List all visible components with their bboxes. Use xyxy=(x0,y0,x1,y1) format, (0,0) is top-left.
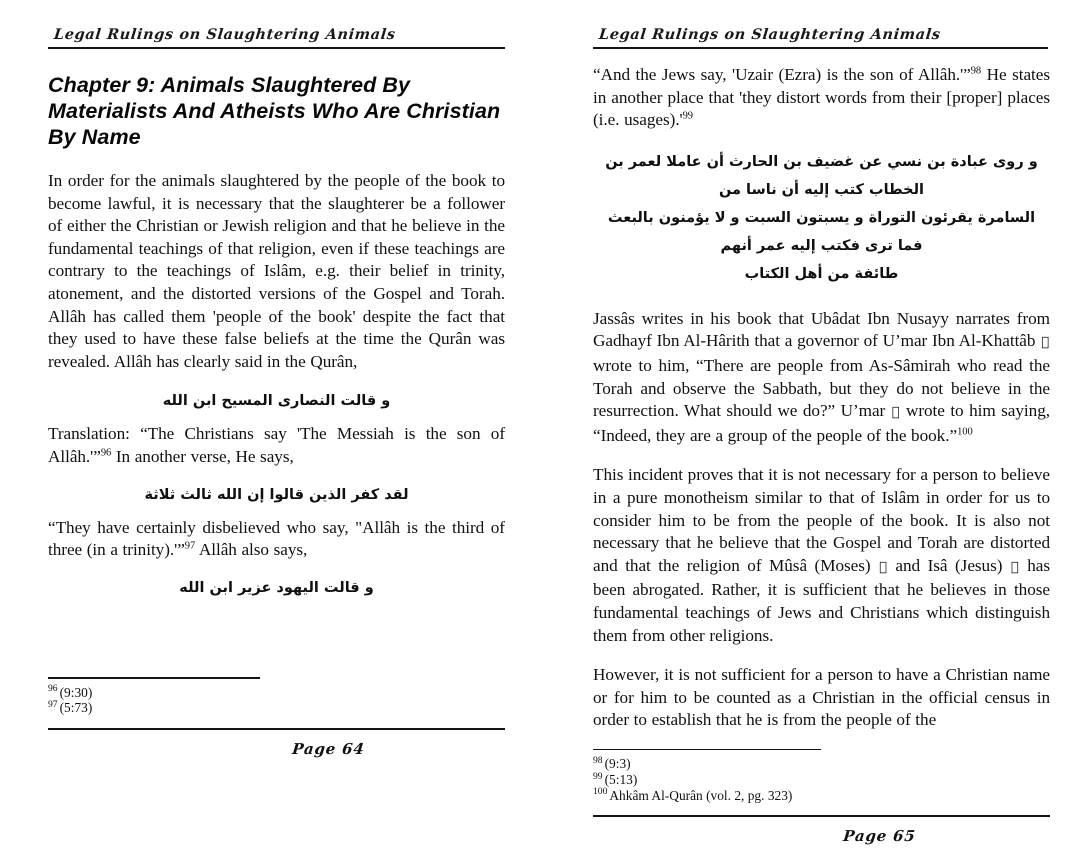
footnote-number: 97 xyxy=(48,698,58,710)
footnote-text: (9:3) xyxy=(604,756,631,772)
footnote-number: 96 xyxy=(48,683,58,695)
footnote-marker-96: 96 xyxy=(100,447,112,459)
header-rule xyxy=(48,47,505,49)
page-right xyxy=(543,0,1086,846)
footnote-text: Ahkâm Al-Qurân (vol. 2, pg. 323) xyxy=(609,787,793,803)
page-footer-left xyxy=(48,728,505,770)
honorific-icon: ﷩ xyxy=(879,559,887,575)
incident-part-b: and Isâ (Jesus) xyxy=(887,555,1010,575)
quote-trinity-tail: Allâh also says, xyxy=(195,540,308,560)
arabic-verse-jews: و قالت اليهود عزير ابن الله xyxy=(179,579,374,596)
footnote-text: (5:73) xyxy=(59,700,93,716)
honorific-icon: ﷦ xyxy=(891,405,900,421)
running-header-text: Legal Rulings on Slaughtering Animals xyxy=(598,26,942,43)
jassas-part-a: Jassâs writes in his book that Ubâdat Ibn Nusayy narrates from Gadhayf Ibn Al-Hârith that a governor of U’mar Ibn Al-Khattâb xyxy=(593,308,1050,351)
footnote-separator xyxy=(593,749,821,751)
footnote-text: (9:30) xyxy=(59,684,93,700)
page-left-content xyxy=(48,56,505,677)
arabic-narration-block xyxy=(593,148,1050,288)
paragraph-incident xyxy=(593,464,1050,647)
jassas-part-c: wrote to him saying, “Indeed, they are a group of the people of the book.” xyxy=(593,401,1050,445)
footnote-marker-98: 98 xyxy=(970,65,982,77)
page-footer-right xyxy=(593,815,1050,857)
arabic-line: طائفة من أهل الكتاب xyxy=(744,265,899,282)
paragraph-however: However, it is not sufficient for a person to have a Christian name or for him to be counted as a Christian in the official census in order to establish that he is from the people of the xyxy=(593,665,1050,730)
page-left xyxy=(0,0,543,788)
arabic-line: و روى عبادة بن نسي عن غضيف بن الحارث أن عاملا لعمر بن الخطاب كتب إليه أن ناسا من xyxy=(605,153,1038,198)
footnote-item xyxy=(48,685,505,701)
footnote-marker-99: 99 xyxy=(682,110,694,122)
translation-tail: In another verse, He says, xyxy=(111,446,294,466)
footnote-text: (5:13) xyxy=(604,772,638,788)
page-number: Page 64 xyxy=(291,740,366,758)
page-right-content xyxy=(593,56,1050,749)
arabic-verse-christians: و قالت النصارى المسيح ابن الله xyxy=(162,393,391,410)
paragraph-translation xyxy=(48,423,505,468)
running-header-right xyxy=(593,26,1050,56)
footnotes-left xyxy=(48,677,505,720)
arabic-verse-third-of-three: لقد كفر الذين قالوا إن الله ثالث ثلاثة xyxy=(144,486,409,503)
translation-lead: Translation: “The Christians say 'The Messiah is the son of Allâh.'” xyxy=(48,424,505,466)
header-rule xyxy=(593,47,1048,49)
footnote-number: 98 xyxy=(593,755,603,766)
quote-trinity-lead: “They have certainly disbelieved who say, "Allâh is the third of three (in a trinity).'” xyxy=(48,517,505,560)
incident-part-a: This incident proves that it is not necessary for a person to believe in a pure monotheism similar to that of Islâm in order for us to consider him to be from the people of the book. It is also not necessary that he believe that the Gospel and Torah are distorted and that the religion of Mûsâ (Moses) xyxy=(593,465,1050,575)
arabic-line: السامرة يقرئون التوراة و يسبتون السبت و لا يؤمنون بالبعث فما ترى فكتب إليه عمر أنهم xyxy=(607,209,1036,254)
incident-part-c: has been abrogated. Rather, it is sufficient that he believes in those fundamental teachings of Jews and Christians which distinguish them from other religions. xyxy=(593,555,1050,645)
footnote-marker-97: 97 xyxy=(184,540,196,552)
honorific-icon: ﷩ xyxy=(1010,559,1019,575)
footnote-item xyxy=(593,756,1050,772)
paragraph-quote-trinity xyxy=(48,517,505,562)
paragraph-intro: In order for the animals slaughtered by the people of the book to become lawful, it is necessary that the slaughterer be a follower of either the Christian or Jewish religion and that he believe in the fundamental teachings of that religion, even if these teachings are contrary to the teachings of Islâm, e.g. their belief in trinity, atonement, and the distorted versions of the Gospel and Torah. Allâh has called them 'people of the book' despite the fact that they used to have these false beliefs at the time the Qurân was revealed. Allâh has clearly said in the Qurân, xyxy=(48,171,505,371)
footer-rule xyxy=(593,815,1050,817)
honorific-icon: ﷦ xyxy=(1041,335,1049,351)
chapter-title: Chapter 9: Animals Slaughtered By Materialists And Atheists Who Are Christian By Name xyxy=(48,73,501,149)
paragraph-quote-uzair xyxy=(593,64,1050,132)
footnotes-right xyxy=(593,749,1050,807)
jassas-part-b: wrote to him, “There are people from As-Sâmirah who read the Torah and observe the Sabbath, but they do not believe in the resurrection. What should we do?” U’mar xyxy=(593,355,1050,421)
footnote-marker-100: 100 xyxy=(957,426,973,438)
footnote-separator xyxy=(48,677,260,679)
footnote-number: 99 xyxy=(593,770,603,782)
quote-uzair-lead: “And the Jews say, 'Uzair (Ezra) is the son of Allâh.'” xyxy=(593,65,971,84)
footnote-item xyxy=(593,788,1050,804)
quote-uzair-mid: He states in another place that 'they distort words from their [proper] places (i.e. usages).' xyxy=(593,65,1050,130)
footnote-item xyxy=(593,772,1050,788)
paragraph-jassas xyxy=(593,308,1050,448)
running-header-left xyxy=(48,26,505,56)
footer-rule xyxy=(48,728,505,730)
footnote-item xyxy=(48,700,505,716)
running-header-text: Legal Rulings on Slaughtering Animals xyxy=(53,26,397,43)
page-number: Page 65 xyxy=(842,827,917,846)
footnote-number: 100 xyxy=(593,786,608,798)
